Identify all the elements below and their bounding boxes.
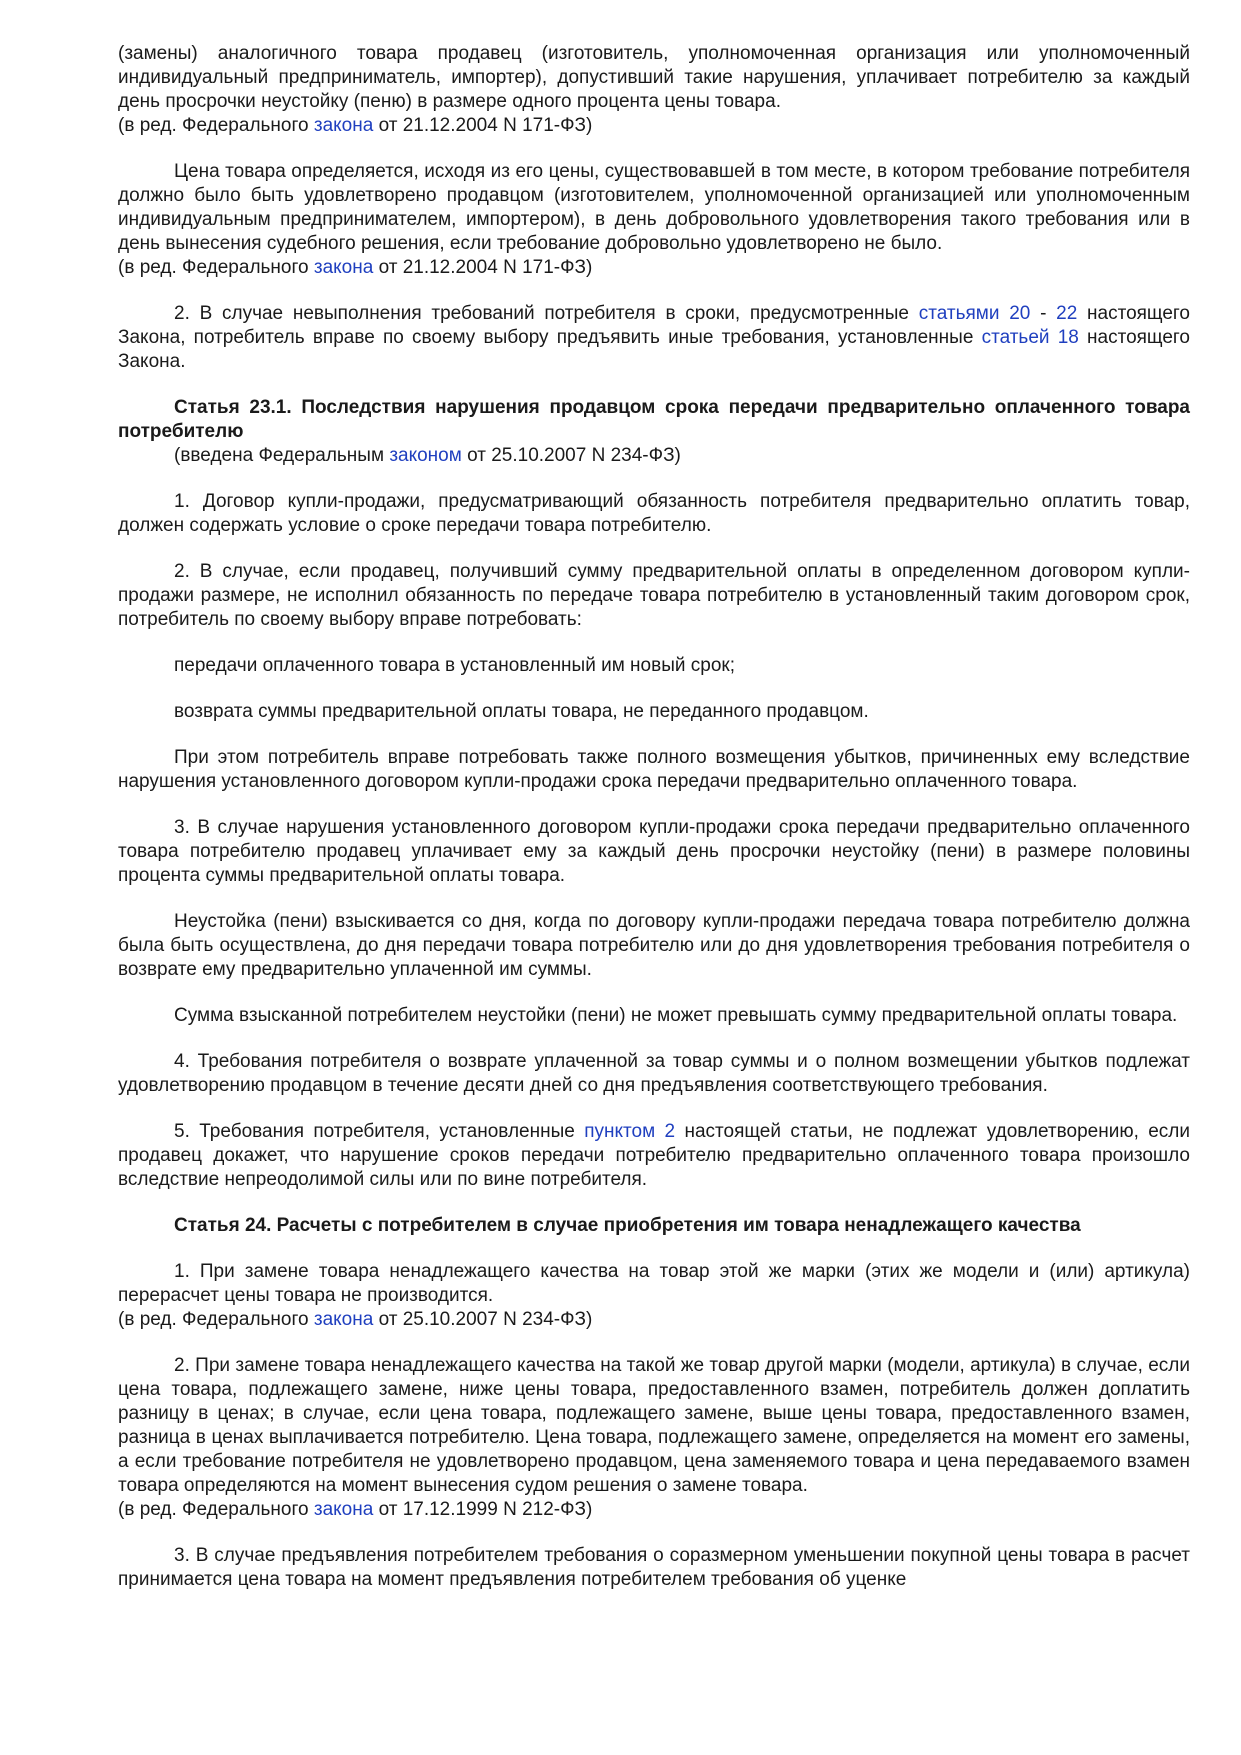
paragraph-item-1: 1. При замене товара ненадлежащего качества на товар этой же марки (этих же модели и (или) артикула) перерасчет цены товара не производится. xyxy=(118,1261,1190,1306)
note-text: (в ред. Федерального xyxy=(118,257,314,278)
article-heading-23-1: Статья 23.1. Последствия нарушения продавцом срока передачи предварительно оплаченного товара потребителю xyxy=(118,397,1190,442)
paragraph-option: возврата суммы предварительной оплаты товара, не переданного продавцом. xyxy=(174,701,869,722)
paragraph-item-5 xyxy=(118,1120,1190,1192)
paragraph-text: 2. В случае невыполнения требований потребителя в сроки, предусмотренные xyxy=(174,303,919,324)
document-page xyxy=(118,42,1190,1592)
amendment-note xyxy=(118,114,1190,138)
law-link[interactable]: закона xyxy=(313,1499,374,1520)
paragraph-item-3: 3. В случае предъявления потребителем требования о соразмерном уменьшении покупной цены товара в расчет принимается цена товара на момент предъявления потребителем требования об уценке xyxy=(118,1545,1190,1590)
item-2-link[interactable]: пунктом 2 xyxy=(584,1121,676,1142)
paragraph-penalty-limit: Сумма взысканной потребителем неустойки (пени) не может превышать сумму предварительной оплаты товара. xyxy=(174,1005,1178,1026)
law-link[interactable]: закона xyxy=(313,1309,374,1330)
article-22-link[interactable]: 22 xyxy=(1056,303,1078,324)
paragraph-penalty: Неустойка (пени) взыскивается со дня, когда по договору купли-продажи передача товара потребителю должна была быть осуществлена, до дня передачи товара потребителю или до дня удовлетворения требования потребителя о возврате ему предварительно уплаченной им суммы. xyxy=(118,911,1190,980)
note-text: (в ред. Федерального xyxy=(118,115,314,136)
article-18-link[interactable]: статьей 18 xyxy=(981,327,1079,348)
law-link[interactable]: закона xyxy=(313,257,374,278)
paragraph-text: настоящей статьи, не подлежат удовлетворению, если продавец докажет, что нарушение сроков передачи потребителю предварительно оплаченного товара произошло вследствие непреодолимой силы или по вине потребителя. xyxy=(118,1121,1191,1190)
paragraph-continuation: (замены) аналогичного товара продавец (изготовитель, уполномоченная организация или уполномоченный индивидуальный предприниматель, импортер), допустивший такие нарушения, уплачивает потребителю за каждый день просрочки неустойку (пеню) в размере одного процента цены товара. xyxy=(118,43,1190,112)
article-heading-24: Статья 24. Расчеты с потребителем в случае приобретения им товара ненадлежащего качества xyxy=(174,1215,1081,1236)
paragraph-item-1: 1. Договор купли-продажи, предусматривающий обязанность потребителя предварительно оплатить товар, должен содержать условие о сроке передачи товара потребителю. xyxy=(118,491,1190,536)
paragraph-text: - xyxy=(1030,303,1057,324)
note-text: от 21.12.2004 N 171-ФЗ) xyxy=(373,115,593,136)
paragraph-price: Цена товара определяется, исходя из его цены, существовавшей в том месте, в котором требование потребителя должно было быть удовлетворено продавцом (изготовителем, уполномоченной организацией или уполномоченным индивидуальным предпринимателем, импортером), в день добровольного удовлетворения такого требования или в день вынесения судебного решения, если требование добровольно удовлетворено не было. xyxy=(118,161,1190,254)
note-text: (введена Федеральным xyxy=(174,445,390,466)
amendment-note xyxy=(118,1498,1190,1522)
amendment-note xyxy=(118,1308,1190,1332)
amendment-note xyxy=(118,256,1190,280)
paragraph-text: настоящего Закона. xyxy=(118,327,1191,372)
paragraph-item-2 xyxy=(118,302,1190,374)
paragraph-item-2: 2. При замене товара ненадлежащего качества на такой же товар другой марки (модели, артикула) в случае, если цена товара, подлежащего замене, ниже цены товара, предоставленного взамен, потребитель должен доплатить разницу в ценах; в случае, если цена товара, подлежащего замене, выше цены товара, предоставленного взамен, разница в ценах выплачивается потребителю. Цена товара, подлежащего замене, определяется на момент его замены, а если требование потребителя не удовлетворено продавцом, цена заменяемого товара и цена передаваемого взамен товара определяются на момент вынесения судом решения о замене товара. xyxy=(118,1355,1190,1496)
note-text: от 21.12.2004 N 171-ФЗ) xyxy=(373,257,593,278)
paragraph-item-2: 2. В случае, если продавец, получивший сумму предварительной оплаты в определенном договором купли-продажи размере, не исполнил обязанность по передаче товара потребителю в установленный таким договором срок, потребитель по своему выбору вправе потребовать: xyxy=(118,561,1190,630)
paragraph-text: настоящего Закона, потребитель вправе по своему выбору предъявить иные требования, установленные xyxy=(118,303,1190,348)
note-text: от 25.10.2007 N 234-ФЗ) xyxy=(373,1309,593,1330)
note-text: (в ред. Федерального xyxy=(118,1499,314,1520)
note-text: от 17.12.1999 N 212-ФЗ) xyxy=(373,1499,593,1520)
law-link[interactable]: закона xyxy=(313,115,374,136)
note-text: (в ред. Федерального xyxy=(118,1309,314,1330)
law-link[interactable]: законом xyxy=(389,445,462,466)
introduction-note xyxy=(118,444,1190,468)
note-text: от 25.10.2007 N 234-ФЗ) xyxy=(461,445,681,466)
paragraph-item-4: 4. Требования потребителя о возврате уплаченной за товар суммы и о полном возмещении убытков подлежат удовлетворению продавцом в течение десяти дней со дня предъявления соответствующего требования. xyxy=(118,1051,1190,1096)
paragraph-option: передачи оплаченного товара в установленный им новый срок; xyxy=(174,655,735,676)
articles-20-link[interactable]: статьями 20 xyxy=(918,303,1031,324)
paragraph-item-3: 3. В случае нарушения установленного договором купли-продажи срока передачи предварительно оплаченного товара потребителю продавец уплачивает ему за каждый день просрочки неустойку (пени) в размере половины процента суммы предварительной оплаты товара. xyxy=(118,817,1190,886)
paragraph-losses: При этом потребитель вправе потребовать также полного возмещения убытков, причиненных ему вследствие нарушения установленного договором купли-продажи срока передачи предварительно оплаченного товара. xyxy=(118,747,1190,792)
paragraph-text: 5. Требования потребителя, установленные xyxy=(174,1121,585,1142)
